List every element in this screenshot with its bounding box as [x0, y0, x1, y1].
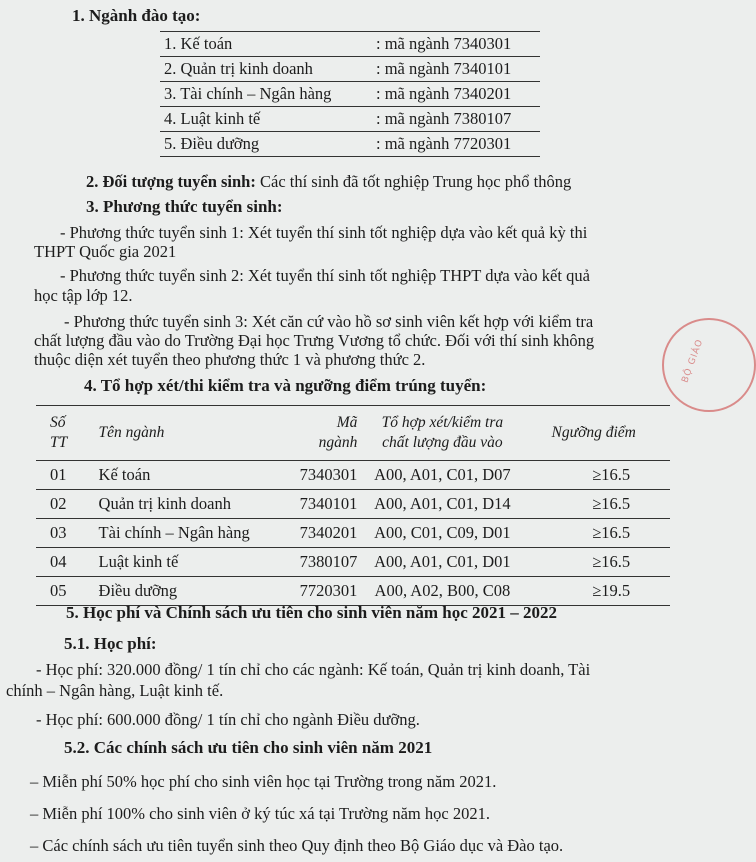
major-name: 3. Tài chính – Ngân hàng	[160, 82, 372, 107]
method-2-line-2: học tập lớp 12.	[34, 286, 133, 305]
method-1-line-1: - Phương thức tuyển sinh 1: Xét tuyển thí sinh tốt nghiệp dựa vào kết quả kỳ thi	[60, 223, 588, 242]
row-code: 7340101	[271, 490, 367, 519]
header-stt-line-2: TT	[50, 434, 68, 451]
header-name: Tên ngành	[98, 406, 272, 461]
section-2-text: Các thí sinh đã tốt nghiệp Trung học phổ thông	[255, 172, 572, 191]
row-score: ≥19.5	[517, 577, 670, 606]
row-stt: 02	[36, 490, 98, 519]
method-3-line-3: thuộc diện xét tuyển theo phương thức 1 và phương thức 2.	[34, 350, 426, 369]
row-score: ≥16.5	[517, 548, 670, 577]
major-code: : mã ngành 7380107	[372, 107, 540, 132]
majors-list	[160, 31, 540, 157]
row-code: 7340301	[271, 461, 367, 490]
section-5-1-title: 5.1. Học phí:	[64, 634, 157, 653]
method-1-line-2: THPT Quốc gia 2021	[34, 242, 177, 261]
major-name: 4. Luật kinh tế	[160, 107, 372, 132]
major-row	[160, 82, 540, 107]
row-combo: A00, A01, C01, D01	[367, 548, 517, 577]
stamp-text: BỘ GIÁO	[680, 337, 706, 385]
row-name: Tài chính – Ngân hàng	[98, 519, 272, 548]
row-stt: 05	[36, 577, 98, 606]
major-name: 1. Kế toán	[160, 32, 372, 57]
section-2-label: 2. Đối tượng tuyển sinh:	[86, 172, 256, 191]
table-row	[36, 548, 670, 577]
row-stt: 03	[36, 519, 98, 548]
header-code	[271, 406, 367, 461]
method-2-line-1: - Phương thức tuyển sinh 2: Xét tuyển thí sinh tốt nghiệp THPT dựa vào kết quả	[60, 266, 590, 285]
row-code: 7340201	[271, 519, 367, 548]
header-combo-line-1: Tổ hợp xét/kiểm tra	[381, 414, 504, 431]
row-stt: 01	[36, 461, 98, 490]
admission-table-header	[36, 406, 670, 461]
row-code: 7380107	[271, 548, 367, 577]
row-name: Luật kinh tế	[98, 548, 272, 577]
major-row	[160, 107, 540, 132]
row-score: ≥16.5	[517, 519, 670, 548]
major-name: 2. Quản trị kinh doanh	[160, 57, 372, 82]
row-combo: A00, C01, C09, D01	[367, 519, 517, 548]
fee-1-line-1: - Học phí: 320.000 đồng/ 1 tín chỉ cho các ngành: Kế toán, Quản trị kinh doanh, Tài	[36, 660, 591, 679]
major-row	[160, 132, 540, 157]
row-score: ≥16.5	[517, 490, 670, 519]
major-code: : mã ngành 7340101	[372, 57, 540, 82]
row-score: ≥16.5	[517, 461, 670, 490]
policy-3: – Các chính sách ưu tiên tuyển sinh theo Quy định theo Bộ Giáo dục và Đào tạo.	[30, 836, 564, 855]
fee-1-line-2: chính – Ngân hàng, Luật kinh tế.	[6, 681, 224, 700]
header-combo	[367, 406, 517, 461]
section-5-2-title: 5.2. Các chính sách ưu tiên cho sinh viên năm 2021	[64, 738, 433, 757]
header-score: Ngưỡng điểm	[517, 406, 670, 461]
table-row	[36, 461, 670, 490]
header-code-line-2: ngành	[318, 434, 358, 451]
row-combo: A00, A02, B00, C08	[367, 577, 517, 606]
row-stt: 04	[36, 548, 98, 577]
major-code: : mã ngành 7720301	[372, 132, 540, 157]
major-code: : mã ngành 7340201	[372, 82, 540, 107]
header-stt	[36, 406, 98, 461]
row-name: Kế toán	[98, 461, 272, 490]
major-row	[160, 57, 540, 82]
row-code: 7720301	[271, 577, 367, 606]
major-name: 5. Điều dưỡng	[160, 132, 372, 157]
policy-2: – Miễn phí 100% cho sinh viên ở ký túc xá tại Trường năm học 2021.	[30, 804, 490, 823]
method-3-line-1: - Phương thức tuyển sinh 3: Xét căn cứ vào hồ sơ sinh viên kết hợp với kiểm tra	[64, 312, 594, 331]
row-name: Điều dưỡng	[98, 577, 272, 606]
table-row	[36, 490, 670, 519]
major-code: : mã ngành 7340301	[372, 32, 540, 57]
section-1-title: 1. Ngành đào tạo:	[72, 6, 201, 25]
fee-2-line: - Học phí: 600.000 đồng/ 1 tín chỉ cho ngành Điều dưỡng.	[36, 710, 420, 729]
row-name: Quản trị kinh doanh	[98, 490, 272, 519]
row-combo: A00, A01, C01, D07	[367, 461, 517, 490]
header-code-line-1: Mã	[336, 414, 358, 431]
section-3-title: 3. Phương thức tuyển sinh:	[86, 197, 283, 216]
admission-table	[36, 405, 670, 606]
policy-1: – Miễn phí 50% học phí cho sinh viên học tại Trường trong năm 2021.	[30, 772, 497, 791]
section-2-line	[86, 172, 571, 192]
header-stt-line-1: Số	[50, 414, 66, 431]
method-3-line-2: chất lượng đầu vào do Trường Đại học Trưng Vương tổ chức. Đối với thí sinh không	[34, 331, 595, 350]
major-row	[160, 32, 540, 57]
row-combo: A00, A01, C01, D14	[367, 490, 517, 519]
table-row	[36, 577, 670, 606]
header-combo-line-2: chất lượng đầu vào	[382, 434, 503, 451]
section-5-title: 5. Học phí và Chính sách ưu tiên cho sinh viên năm học 2021 – 2022	[66, 603, 558, 622]
red-seal-stamp	[662, 318, 756, 412]
section-4-title: 4. Tổ hợp xét/thi kiểm tra và ngưỡng điểm trúng tuyển:	[84, 376, 487, 395]
table-row	[36, 519, 670, 548]
